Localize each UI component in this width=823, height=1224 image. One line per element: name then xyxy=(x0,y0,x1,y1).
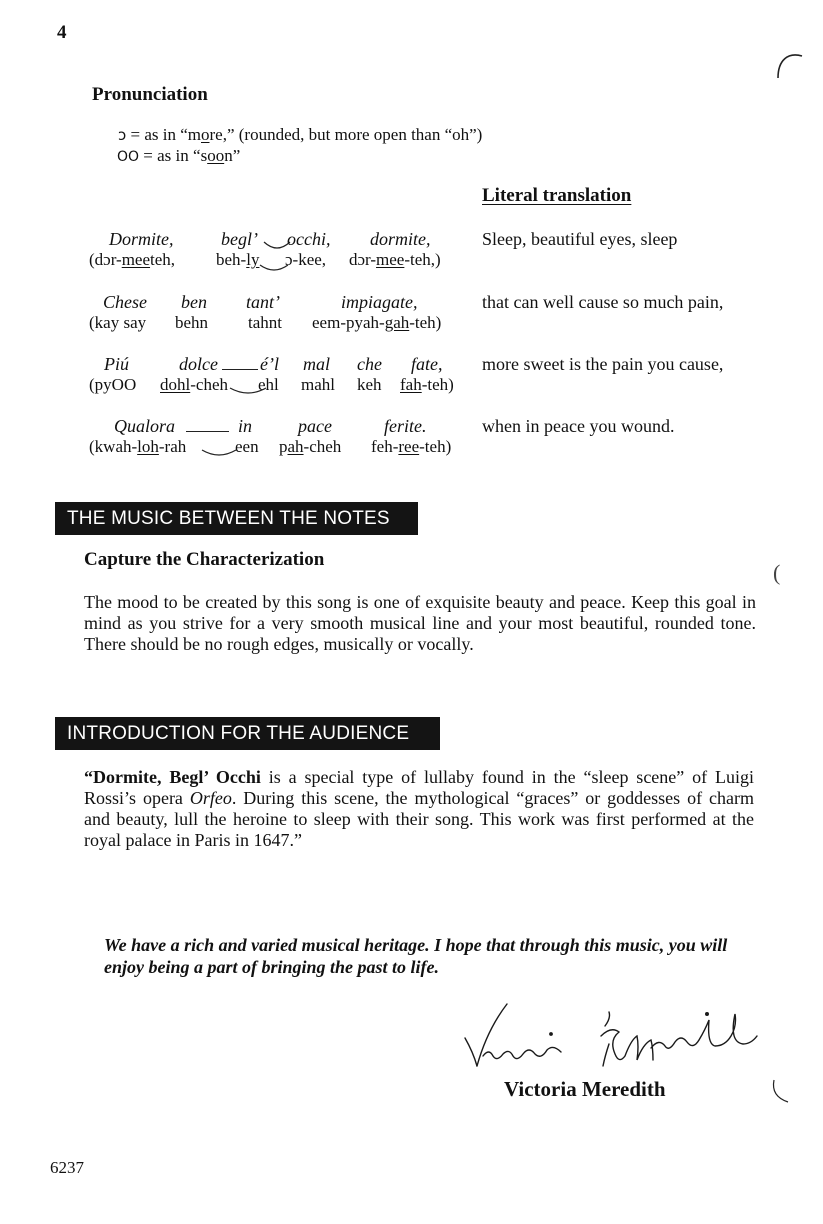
capture-characterization-heading: Capture the Characterization xyxy=(84,549,325,570)
intro-text: is a special type of lullaby found in the “sleep scene” of Luigi Rossi’s opera xyxy=(84,767,754,808)
phon-stress: gah xyxy=(384,313,410,332)
lyric-word: Chese xyxy=(103,292,147,312)
lyric-word: begl’ xyxy=(221,229,258,249)
phon-text: -teh) xyxy=(409,313,442,332)
phon-stress: loh xyxy=(137,437,159,456)
phon-stress: mee xyxy=(121,250,151,269)
pronunciation-heading: Pronunciation xyxy=(92,84,208,105)
pron-text: = as in “s xyxy=(139,146,208,165)
section-banner-introduction: INTRODUCTION FOR THE AUDIENCE xyxy=(55,717,440,750)
intro-text: . During this scene, the mythological “graces” or goddesses of charm and beauty, lull the heroine to sleep with their song. This work was first performed at the royal palace in Paris in 1647.” xyxy=(84,788,754,850)
elision-line xyxy=(186,431,229,432)
oo-symbol: OO xyxy=(117,149,140,165)
phonetic-line xyxy=(279,437,341,457)
corner-mark-top-right xyxy=(770,42,810,82)
lyric-word: Dormite, xyxy=(109,229,174,249)
lyric-word: mal xyxy=(303,354,330,374)
lyric-word: ben xyxy=(181,292,207,312)
open-o-symbol: ɔ xyxy=(118,126,127,144)
pron-text: = as in “m xyxy=(126,125,201,144)
introduction-paragraph xyxy=(84,767,754,851)
lyric-word: pace xyxy=(298,416,332,436)
phonetic-line xyxy=(89,250,175,270)
phon-text: (kwah- xyxy=(89,437,138,456)
elision-tie xyxy=(200,448,238,460)
phonetic-line xyxy=(216,250,259,270)
intro-opera-title: Orfeo xyxy=(189,788,232,808)
phonetic-line xyxy=(371,437,451,457)
phon-text: dɔr- xyxy=(349,250,377,269)
phonetic-line: keh xyxy=(357,375,382,394)
phon-stress: ah xyxy=(287,437,304,456)
handwritten-signature xyxy=(455,1000,765,1072)
phon-text: -teh,) xyxy=(404,250,441,269)
phon-text: (dɔr- xyxy=(89,250,122,269)
phon-stress: dohl xyxy=(160,375,191,394)
phonetic-line: (pyOO xyxy=(89,375,137,394)
lyric-word: Qualora xyxy=(114,416,176,436)
lyric-word: impiagate, xyxy=(341,292,418,312)
phonetic-line xyxy=(349,250,441,270)
phon-text: beh- xyxy=(216,250,247,269)
lyric-word: tant’ xyxy=(246,292,280,312)
translation-line: when in peace you wound. xyxy=(482,416,675,436)
page-number: 4 xyxy=(57,22,67,43)
lyric-word: che xyxy=(357,354,382,374)
literal-translation-heading: Literal translation xyxy=(482,185,632,206)
phon-text: teh, xyxy=(150,250,176,269)
phon-text: eem-pyah- xyxy=(312,313,385,332)
phonetic-line xyxy=(400,375,454,395)
pron-underlined: o xyxy=(201,125,210,144)
elision-tie xyxy=(258,263,290,275)
phonetic-line xyxy=(312,313,441,333)
pronunciation-line-open-o xyxy=(118,124,482,146)
pron-text: n” xyxy=(224,146,241,165)
margin-paren-mark: ( xyxy=(773,560,781,585)
footer-code: 6237 xyxy=(50,1158,84,1177)
phon-text: -rah xyxy=(158,437,187,456)
pronunciation-line-oo xyxy=(117,145,240,168)
corner-mark-bottom-right xyxy=(770,1078,792,1104)
phon-stress: ly xyxy=(246,250,260,269)
closing-statement: We have a rich and varied musical heritage. I hope that through this music, you will enjoy being a part of bringing the past to life. xyxy=(104,935,728,977)
phon-stress: ree xyxy=(398,437,420,456)
lyric-word: dormite, xyxy=(370,229,431,249)
phonetic-line: behn xyxy=(175,313,209,332)
phonetic-line xyxy=(89,437,186,457)
phon-text: p xyxy=(279,437,288,456)
phonetic-line: mahl xyxy=(301,375,335,394)
phon-text: -cheh xyxy=(303,437,342,456)
intro-song-title: Dormite, Begl’ Occhi xyxy=(93,767,261,787)
characterization-paragraph: The mood to be created by this song is one of exquisite beauty and peace. Keep this goal in mind as you strive for a very smooth musical line and your most beautiful, rounded tone. There should be no rough edges, musically or vocally. xyxy=(84,592,756,654)
pron-underlined: oo xyxy=(207,146,225,165)
elision-tie xyxy=(228,386,268,398)
lyric-word: é’l xyxy=(260,354,279,374)
phon-text: -teh) xyxy=(419,437,452,456)
phonetic-line: een xyxy=(235,437,259,456)
translation-line: more sweet is the pain you cause, xyxy=(482,354,724,374)
signatory-name: Victoria Meredith xyxy=(504,1077,666,1101)
phonetic-line: ɔ-kee, xyxy=(285,250,327,269)
phonetic-line xyxy=(160,375,228,395)
lyric-word: fate, xyxy=(411,354,443,374)
phon-text: -cheh xyxy=(190,375,228,394)
phon-text: -teh) xyxy=(421,375,454,394)
phon-text: feh- xyxy=(371,437,399,456)
section-banner-music-between-notes: THE MUSIC BETWEEN THE NOTES xyxy=(55,502,418,535)
lyric-word: ferite. xyxy=(384,416,427,436)
lyric-word: Piú xyxy=(104,354,129,374)
translation-line: that can well cause so much pain, xyxy=(482,292,724,312)
phonetic-line: (kay say xyxy=(89,313,147,332)
phon-stress: fah xyxy=(400,375,422,394)
translation-line: Sleep, beautiful eyes, sleep xyxy=(482,229,678,249)
intro-quote-open: “ xyxy=(84,767,93,787)
phonetic-line: ehl xyxy=(258,375,279,394)
phonetic-line: tahnt xyxy=(248,313,282,332)
lyric-word: in xyxy=(238,416,253,436)
lyric-word: dolce xyxy=(179,354,218,374)
phon-stress: mee xyxy=(376,250,405,269)
lyric-word: occhi, xyxy=(287,229,331,249)
elision-line xyxy=(222,369,258,370)
pron-text: re,” (rounded, but more open than “oh”) xyxy=(209,125,483,144)
